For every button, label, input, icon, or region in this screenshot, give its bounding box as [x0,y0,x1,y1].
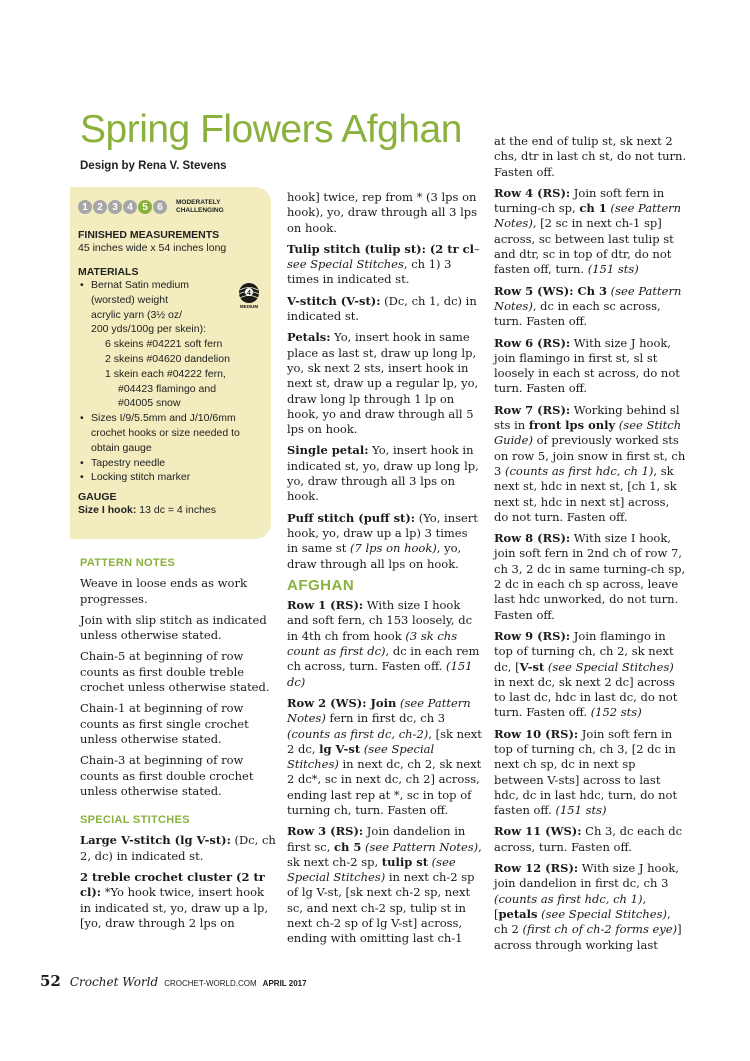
row-note: (counts as first hdc, ch 1) [494,891,643,906]
pattern-note: Weave in loose ends as work progresses. [80,576,247,606]
stitch-name: Single petal: [287,443,369,458]
row-name: Row 10 (RS): [494,726,579,741]
row-note: (see Pattern Notes) [287,695,471,726]
stitch-petals [287,330,482,437]
row-text: , sk next ch-2 sp, [287,839,482,869]
row-text: Join soft fern in turning-ch sp, [494,185,665,216]
row-text: , dc in each sc across, turn. Fasten off. [494,298,661,329]
info-box [70,187,271,539]
gauge-text: 13 dc = 4 inches [136,504,217,517]
row-10 [494,727,687,819]
stitch-text: *Yo hook twice, insert hook in indicated st, yo, draw up a lp, [yo, draw through 2 lps on [80,885,269,930]
stitch-2tr-cluster [80,870,278,931]
row-text: ] across through working last [494,922,682,952]
row-text: With size I hook and soft fern, ch 153 loosely, dc in 4th ch from hook [287,598,473,643]
stitch-large-v [80,833,278,864]
row-count: (151 sts) [555,803,607,818]
material-line: #04423 flamingo and [118,382,217,395]
material-item: • Locking stitch marker [78,470,271,485]
skill-label-line: MODERATELY [176,199,221,206]
row-3 [287,824,482,946]
row-stitch: petals [498,906,538,921]
row-text: Join soft fern in top of turning ch, ch 3, [2 dc in next ch sp, dc in next sp between V-sts] across to last hdc, dc in last hdc, turn, do not fasten off. [494,726,678,818]
finished-measurements-value: 45 inches wide x 54 inches long [78,242,227,254]
row-5 [494,284,687,330]
row-count: (152 sts) [590,705,642,720]
magazine-site: CROCHET-WORLD.COM [164,979,257,988]
row-text: With size I hook, join soft fern in 2nd ch of row 7, ch 3, 2 dc in same turning-ch sp, 2 dc in each ch sp across, leave last hdc unworked, do not turn. Fasten off. [494,531,686,622]
material-line: crochet hooks or size needed to [91,426,240,439]
gauge-value [78,503,271,517]
row-name: Row 11 (WS): [494,824,582,839]
row-text: , [2 sc in next ch-1 sp] across, sc between last tulip st and dtr, sc in top of dtr, do not fasten off, turn. [494,216,674,277]
material-line: 200 yds/100g per skein): [91,323,206,336]
pattern-note: Chain-1 at beginning of row counts as first single crochet unless otherwise stated. [80,701,249,746]
stitch-continued: hook] twice, rep from * (3 lps on hook), yo, draw through all 3 lps on hook. [287,190,478,235]
row-4 [494,186,687,278]
row-name: Row 4 (RS): [494,185,571,200]
row-stitch: front lps only [528,418,616,433]
row-note: (first ch of ch-2 forms eye) [522,922,678,937]
row-text: Join flamingo in top of turning ch, ch 2, sk next dc, [ [494,628,674,674]
material-item: • Bernat Satin medium [78,278,271,293]
row-stitch: ch 5 [334,839,362,854]
stitch-text: Yo, insert hook in same place as last st, draw up long lp, yo, sk next 2 sts, insert hook in next st, draw up a regular lp, yo, draw long lp through 1 lp on hook, yo and draw through all 5 lps on hook. [287,330,479,437]
skill-circle: 1 [78,200,92,214]
row-name: Row 3 (RS): [287,824,364,839]
row-11 [494,824,687,855]
stitch-text: (Dc, ch 1, dc) in indicated st. [287,293,477,324]
material-line: acrylic yarn (3½ oz/ [91,308,183,321]
yarn-weight-label: MEDIUM [239,304,259,309]
row-3-continued: at the end of tulip st, sk next 2 chs, dtr in last ch st, do not turn. Fasten off. [494,134,687,179]
row-count: (151 sts) [587,262,639,277]
stitch-text: (Dc, ch 2, dc) in indicated st. [80,833,276,863]
column-1 [80,556,278,937]
magazine-name: Crochet World [69,975,159,989]
stitch-name: Tulip stitch (tulip st): (2 tr cl [287,241,475,256]
special-stitches-heading: SPECIAL STITCHES [80,814,190,827]
row-text: , [ [494,891,647,921]
row-6 [494,336,687,397]
skill-circle: 3 [108,200,122,214]
row-text: fern in first dc, ch 3 [325,711,446,726]
row-text: , ch 2 [494,906,671,937]
material-line: (worsted) weight [91,293,169,306]
row-9 [494,629,687,721]
row-name: Row 5 (WS): Ch 3 [494,283,608,298]
stitch-note: (7 lps on hook) [350,541,437,556]
material-line: 2 skeins #04620 dandelion [105,352,230,365]
material-item: • Sizes I/9/5.5mm and J/10/6mm [78,411,271,426]
row-text: of previously worked sts on row 5, join snow in first st, ch 3 [494,433,686,478]
row-note: (see Stitch Guide) [494,418,682,448]
row-text: , [sk next 2 dc, [287,726,482,756]
row-note: (see Special Stitches) [537,906,667,921]
row-1 [287,598,482,690]
byline: Design by Rena V. Stevens [80,160,227,172]
row-note: (see Pattern Notes) [494,201,682,231]
row-name: Row 1 (RS): [287,598,364,613]
row-note: (counts as first dc, ch-2) [287,726,429,741]
pattern-note: Chain-3 at beginning of row counts as first double crochet unless otherwise stated. [80,753,254,798]
row-note: (3 sk chs count as first dc) [287,628,458,659]
row-note: (see Pattern Notes) [494,283,682,313]
row-text: With size J hook, join dandelion in first dc, ch 3 [494,861,680,891]
stitch-v [287,294,482,325]
row-text: Join dandelion in first sc, [287,824,466,854]
row-7 [494,403,687,525]
stitch-ref: –see Special Stitches [287,241,480,272]
row-note: (see Special Stitches) [544,659,674,674]
stitch-text: (Yo, insert hook, yo, draw up a lp) 3 times in same st [287,510,478,556]
row-name: Row 12 (RS): [494,861,579,876]
row-name: Row 2 (WS): Join [287,695,397,710]
row-note: (see Special Stitches) [287,741,435,772]
column-2 [287,190,482,953]
afghan-heading: AFGHAN [287,576,355,594]
material-line: 6 skeins #04221 soft fern [105,338,223,351]
row-text: in next ch-2 sp of lg V-st, [sk next ch-2 sp, next sc, and next ch-2 sp, tulip st in next ch-2 sp of lg V-st] across, ending with omitting last ch-1 [287,870,475,946]
skill-label-line: CHALLENGING [176,207,224,214]
row-text: Ch 3, dc each dc across, turn. Fasten off. [494,824,683,854]
row-stitch: tulip st [381,854,429,869]
row-stitch: V-st [519,659,545,674]
row-count: (151 dc) [287,659,473,689]
row-name: Row 6 (RS): [494,335,571,350]
stitch-tulip [287,242,482,288]
row-stitch: lg V-st [319,741,361,756]
skill-level [78,199,271,215]
skill-circle: 6 [153,200,167,214]
stitch-name: Large V-stitch (lg V-st): [80,833,231,848]
material-line: 1 skein each #04222 fern, [105,367,226,380]
skill-label [176,199,234,215]
material-item: • Tapestry needle [78,456,271,471]
row-note: (counts as first hdc, ch 1) [504,463,654,478]
row-text: , dc in each rem ch across, turn. Fasten off. [287,644,480,674]
row-12 [494,861,687,953]
skill-circles [78,200,168,214]
row-text: With size J hook, join flamingo in first st, sl st loosely in each st across, do not turn. Fasten off. [494,335,680,396]
row-name: Row 7 (RS): [494,402,571,417]
row-text: in next dc, ch 2, sk next 2 dc*, sc in next dc, ch 2] across, ending last rep at *, sc in top of turning ch, turn. Fasten off. [287,757,482,817]
row-note: (see Pattern Notes) [361,839,479,854]
skill-circle-active: 5 [138,200,152,214]
skill-circle: 2 [93,200,107,214]
material-line: obtain gauge [91,441,152,454]
row-stitch: ch 1 [579,201,607,216]
row-name: Row 9 (RS): [494,628,571,643]
row-note: (see Special Stitches) [287,854,456,885]
stitch-name: Puff stitch (puff st): [287,510,416,525]
row-name: Row 8 (RS): [494,531,571,546]
yarn-weight-number: 4 [247,290,251,297]
stitch-text: Yo, insert hook in indicated st, yo, draw up long lp, yo, draw through all 3 lps on hook. [287,443,479,504]
stitch-name: 2 treble crochet cluster (2 tr cl): [80,870,265,900]
stitch-name: V-stitch (V-st): [287,293,381,308]
row-2 [287,696,482,818]
finished-measurements-heading: FINISHED MEASUREMENTS [78,229,220,241]
stitch-puff [287,511,482,572]
column-3 [494,134,687,959]
row-8 [494,531,687,623]
page-number: 52 [40,972,61,990]
row-text: in next dc, sk next 2 dc] across to last dc, hdc in last dc, do not turn. Fasten off. [494,674,678,720]
skill-circle: 4 [123,200,137,214]
materials-list [78,278,271,485]
stitch-text: , ch 1) 3 times in indicated st. [287,257,452,287]
pattern-note: Chain-5 at beginning of row counts as first double treble crochet unless otherwise stated. [80,649,270,695]
gauge-label: Size I hook: [78,504,137,517]
gauge-heading: GAUGE [78,491,117,504]
stitch-text: , yo, draw through all lps on hook. [287,541,462,571]
magazine-issue: APRIL 2017 [262,979,307,988]
material-line: #04005 snow [118,397,181,410]
stitch-name: Petals: [287,330,331,345]
row-text: Working behind sl sts in [494,402,680,433]
page-title: Spring Flowers Afghan [80,108,462,151]
row-text: , sk next st, hdc in next st, [ch 1, sk next st, hdc in next st] across, do not turn. Fasten off. [494,463,677,524]
stitch-single-petal [287,443,482,504]
page-footer [40,972,307,990]
pattern-note: Join with slip stitch as indicated unless otherwise stated. [80,612,267,643]
pattern-notes-heading: PATTERN NOTES [80,557,176,569]
materials-heading: MATERIALS [78,266,139,278]
